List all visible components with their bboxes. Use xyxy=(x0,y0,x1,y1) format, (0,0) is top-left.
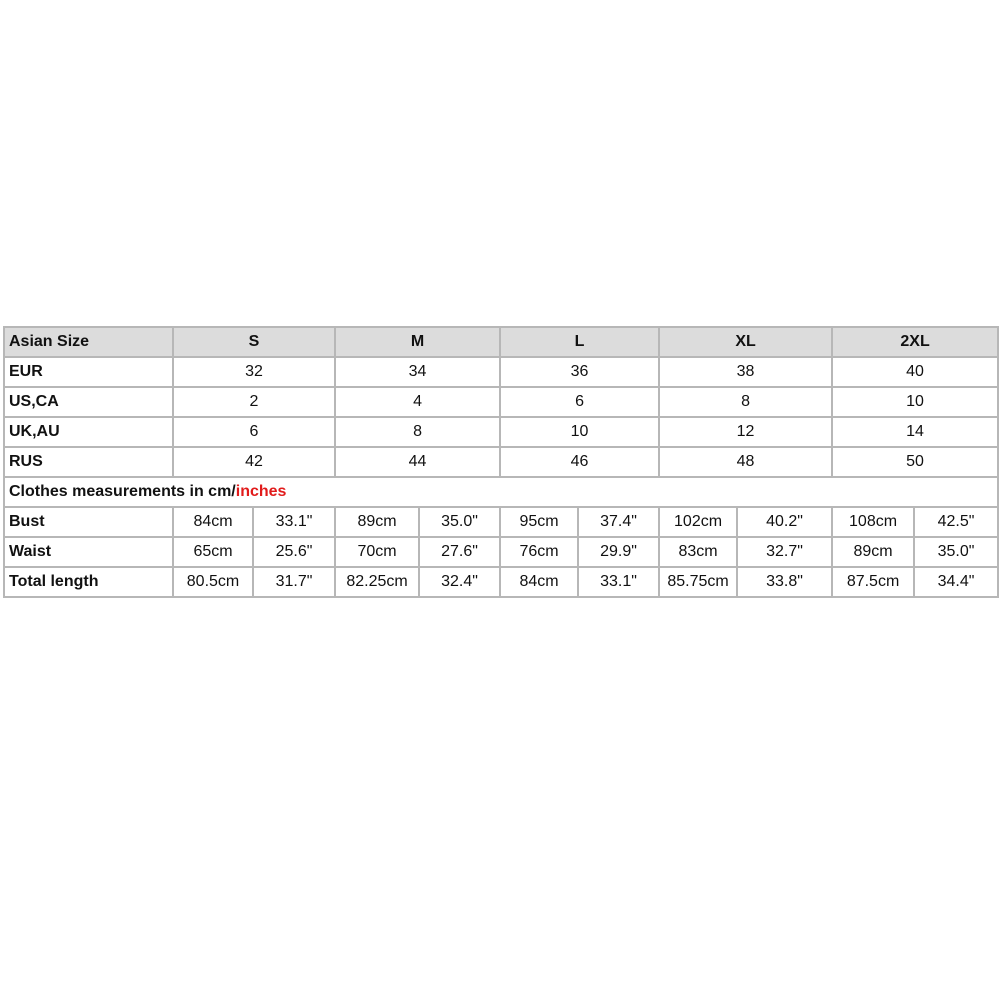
inch-cell: 27.6" xyxy=(419,537,500,567)
measurements-title-prefix: Clothes measurements in cm/ xyxy=(9,483,236,500)
table-cell: 6 xyxy=(173,417,335,447)
table-cell: 48 xyxy=(659,447,832,477)
row-label: Total length xyxy=(4,567,173,597)
table-cell: 10 xyxy=(500,417,659,447)
inch-cell: 42.5" xyxy=(914,507,998,537)
cm-cell: 70cm xyxy=(335,537,419,567)
table-cell: 4 xyxy=(335,387,500,417)
measurement-row-total-length xyxy=(4,567,998,597)
cm-cell: 102cm xyxy=(659,507,737,537)
size-header-2xl: 2XL xyxy=(832,327,998,357)
inch-cell: 32.4" xyxy=(419,567,500,597)
cm-cell: 76cm xyxy=(500,537,578,567)
inch-cell: 33.8" xyxy=(737,567,832,597)
size-chart-table xyxy=(3,326,999,598)
cm-cell: 89cm xyxy=(832,537,914,567)
row-label: Bust xyxy=(4,507,173,537)
table-cell: 10 xyxy=(832,387,998,417)
inch-cell: 37.4" xyxy=(578,507,659,537)
cm-cell: 83cm xyxy=(659,537,737,567)
cm-cell: 65cm xyxy=(173,537,253,567)
row-label: Waist xyxy=(4,537,173,567)
inch-cell: 35.0" xyxy=(419,507,500,537)
size-header-s: S xyxy=(173,327,335,357)
inch-cell: 33.1" xyxy=(253,507,335,537)
cm-cell: 82.25cm xyxy=(335,567,419,597)
cm-cell: 89cm xyxy=(335,507,419,537)
table-cell: 8 xyxy=(659,387,832,417)
inch-cell: 33.1" xyxy=(578,567,659,597)
inch-cell: 32.7" xyxy=(737,537,832,567)
table-cell: 46 xyxy=(500,447,659,477)
table-cell: 38 xyxy=(659,357,832,387)
table-cell: 12 xyxy=(659,417,832,447)
inch-cell: 31.7" xyxy=(253,567,335,597)
cm-cell: 87.5cm xyxy=(832,567,914,597)
conversion-row-uk-au xyxy=(4,417,998,447)
conversion-row-eur xyxy=(4,357,998,387)
inch-cell: 40.2" xyxy=(737,507,832,537)
cm-cell: 85.75cm xyxy=(659,567,737,597)
table-cell: 50 xyxy=(832,447,998,477)
cm-cell: 84cm xyxy=(173,507,253,537)
cm-cell: 95cm xyxy=(500,507,578,537)
row-label: EUR xyxy=(4,357,173,387)
measurement-row-waist xyxy=(4,537,998,567)
size-header-l: L xyxy=(500,327,659,357)
conversion-row-rus xyxy=(4,447,998,477)
table-cell: 14 xyxy=(832,417,998,447)
table-cell: 8 xyxy=(335,417,500,447)
table-cell: 44 xyxy=(335,447,500,477)
conversion-row-us-ca xyxy=(4,387,998,417)
row-label: RUS xyxy=(4,447,173,477)
table-cell: 2 xyxy=(173,387,335,417)
table-cell: 40 xyxy=(832,357,998,387)
inch-cell: 35.0" xyxy=(914,537,998,567)
header-label: Asian Size xyxy=(4,327,173,357)
row-label: UK,AU xyxy=(4,417,173,447)
table-cell: 32 xyxy=(173,357,335,387)
cm-cell: 84cm xyxy=(500,567,578,597)
header-row xyxy=(4,327,998,357)
size-header-xl: XL xyxy=(659,327,832,357)
cm-cell: 108cm xyxy=(832,507,914,537)
inch-cell: 34.4" xyxy=(914,567,998,597)
measurement-row-bust xyxy=(4,507,998,537)
table-cell: 42 xyxy=(173,447,335,477)
table-cell: 36 xyxy=(500,357,659,387)
table-cell: 6 xyxy=(500,387,659,417)
size-header-m: M xyxy=(335,327,500,357)
inch-cell: 29.9" xyxy=(578,537,659,567)
cm-cell: 80.5cm xyxy=(173,567,253,597)
row-label: US,CA xyxy=(4,387,173,417)
table-cell: 34 xyxy=(335,357,500,387)
inch-cell: 25.6" xyxy=(253,537,335,567)
measurements-title xyxy=(4,477,998,507)
measurements-title-row xyxy=(4,477,998,507)
measurements-title-unit: inches xyxy=(235,483,287,500)
